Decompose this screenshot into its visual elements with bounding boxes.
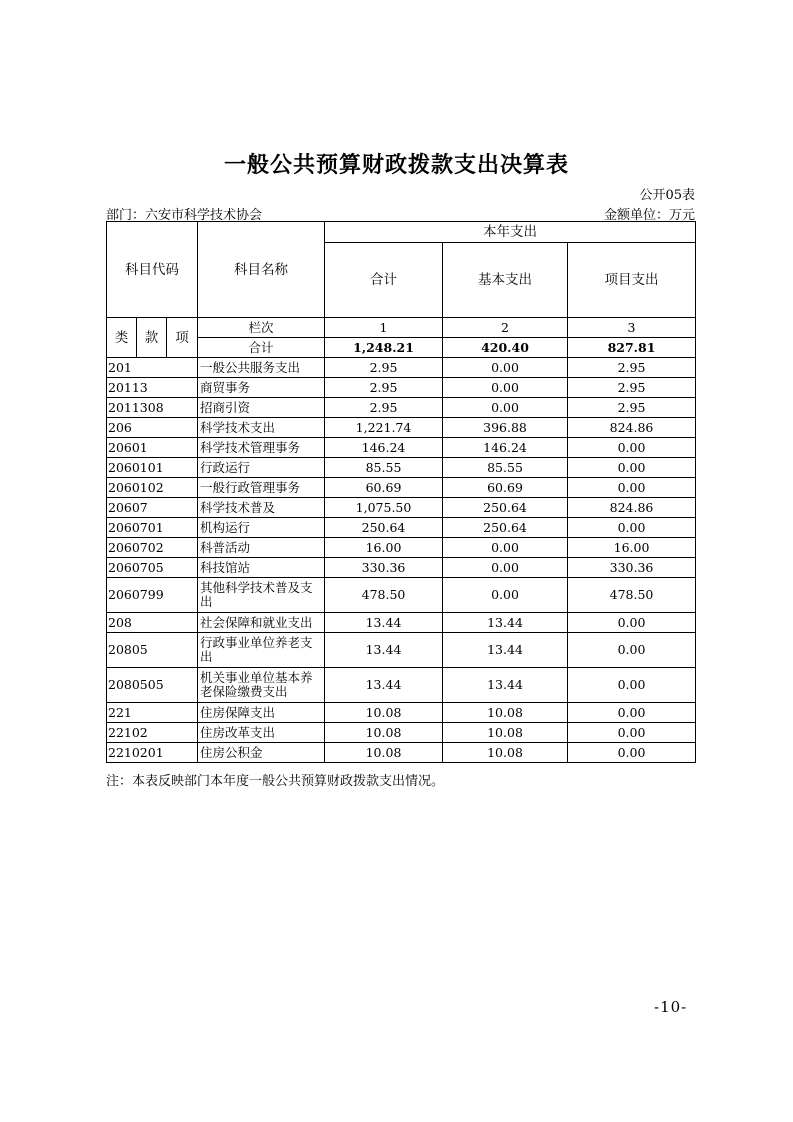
total-cell: 330.36 — [325, 558, 443, 578]
summary-basic: 420.40 — [443, 338, 568, 358]
total-cell: 1,075.50 — [325, 498, 443, 518]
table-row — [107, 633, 696, 668]
subject-name-cell: 机构运行 — [198, 518, 325, 538]
total-cell: 13.44 — [325, 613, 443, 633]
basic-expense-cell: 10.08 — [443, 703, 568, 723]
total-cell: 13.44 — [325, 633, 443, 668]
subject-name-cell: 科普活动 — [198, 538, 325, 558]
project-expense-cell: 0.00 — [568, 613, 696, 633]
unit-label: 金额单位：万元 — [603, 208, 695, 223]
subject-name-cell: 住房保障支出 — [198, 703, 325, 723]
basic-expense-cell: 0.00 — [443, 378, 568, 398]
project-expense-cell: 478.50 — [568, 578, 696, 613]
table-row — [107, 418, 696, 438]
subject-name-cell: 科学技术支出 — [198, 418, 325, 438]
subject-name-cell: 住房改革支出 — [198, 723, 325, 743]
subject-code-cell: 2060705 — [107, 558, 198, 578]
subject-code-cell: 2060702 — [107, 538, 198, 558]
expense-table — [106, 221, 696, 763]
subject-code-cell: 2210201 — [107, 743, 198, 763]
project-expense-cell: 0.00 — [568, 458, 696, 478]
project-expense-cell: 2.95 — [568, 398, 696, 418]
subject-name-cell: 科学技术普及 — [198, 498, 325, 518]
header-project-expense: 项目支出 — [568, 243, 696, 318]
department-label: 部门：六安市科学技术协会 — [106, 208, 263, 223]
basic-expense-cell: 60.69 — [443, 478, 568, 498]
project-expense-cell: 0.00 — [568, 478, 696, 498]
subject-name-cell: 招商引资 — [198, 398, 325, 418]
table-row — [107, 703, 696, 723]
subject-name-cell: 行政事业单位养老支出 — [198, 633, 325, 668]
table-row — [107, 578, 696, 613]
table-row — [107, 743, 696, 763]
subject-code-cell: 20113 — [107, 378, 198, 398]
basic-expense-cell: 146.24 — [443, 438, 568, 458]
header-item: 项 — [167, 318, 198, 358]
subject-name-cell: 行政运行 — [198, 458, 325, 478]
total-cell: 85.55 — [325, 458, 443, 478]
project-expense-cell: 0.00 — [568, 518, 696, 538]
table-id: 公开05表 — [639, 188, 695, 203]
project-expense-cell: 2.95 — [568, 358, 696, 378]
project-expense-cell: 0.00 — [568, 743, 696, 763]
project-expense-cell: 824.86 — [568, 418, 696, 438]
subject-name-cell: 商贸事务 — [198, 378, 325, 398]
subject-name-cell: 社会保障和就业支出 — [198, 613, 325, 633]
table-row — [107, 478, 696, 498]
table-row — [107, 613, 696, 633]
subject-code-cell: 2060799 — [107, 578, 198, 613]
basic-expense-cell: 0.00 — [443, 358, 568, 378]
subject-code-cell: 22102 — [107, 723, 198, 743]
basic-expense-cell: 0.00 — [443, 538, 568, 558]
total-cell: 2.95 — [325, 358, 443, 378]
total-cell: 2.95 — [325, 378, 443, 398]
basic-expense-cell: 0.00 — [443, 398, 568, 418]
table-row — [107, 668, 696, 703]
project-expense-cell: 824.86 — [568, 498, 696, 518]
basic-expense-cell: 396.88 — [443, 418, 568, 438]
basic-expense-cell: 13.44 — [443, 668, 568, 703]
total-cell: 146.24 — [325, 438, 443, 458]
header-subject-code: 科目代码 — [107, 222, 198, 318]
subject-code-cell: 20805 — [107, 633, 198, 668]
header-col-2: 2 — [443, 318, 568, 338]
table-row — [107, 723, 696, 743]
subject-name-cell: 科学技术管理事务 — [198, 438, 325, 458]
header-col-3: 3 — [568, 318, 696, 338]
project-expense-cell: 330.36 — [568, 558, 696, 578]
basic-expense-cell: 13.44 — [443, 633, 568, 668]
total-cell: 1,221.74 — [325, 418, 443, 438]
basic-expense-cell: 250.64 — [443, 518, 568, 538]
subject-code-cell: 2060101 — [107, 458, 198, 478]
table-row — [107, 358, 696, 378]
total-cell: 478.50 — [325, 578, 443, 613]
subject-code-cell: 20601 — [107, 438, 198, 458]
header-subject-name: 科目名称 — [198, 222, 325, 318]
summary-label: 合计 — [198, 338, 325, 358]
total-cell: 13.44 — [325, 668, 443, 703]
project-expense-cell: 0.00 — [568, 723, 696, 743]
header-section: 款 — [137, 318, 167, 358]
project-expense-cell: 16.00 — [568, 538, 696, 558]
subject-code-cell: 201 — [107, 358, 198, 378]
subject-name-cell: 机关事业单位基本养老保险缴费支出 — [198, 668, 325, 703]
subject-name-cell: 一般公共服务支出 — [198, 358, 325, 378]
summary-total: 1,248.21 — [325, 338, 443, 358]
subject-code-cell: 2011308 — [107, 398, 198, 418]
project-expense-cell: 0.00 — [568, 633, 696, 668]
subject-code-cell: 206 — [107, 418, 198, 438]
table-note: 注：本表反映部门本年度一般公共预算财政拨款支出情况。 — [106, 774, 445, 789]
page-number: -10- — [654, 998, 688, 1016]
subject-code-cell: 2060102 — [107, 478, 198, 498]
subject-name-cell: 住房公积金 — [198, 743, 325, 763]
basic-expense-cell: 10.08 — [443, 743, 568, 763]
subject-name-cell: 一般行政管理事务 — [198, 478, 325, 498]
table-row — [107, 378, 696, 398]
header-col-1: 1 — [325, 318, 443, 338]
table-row — [107, 438, 696, 458]
basic-expense-cell: 0.00 — [443, 558, 568, 578]
project-expense-cell: 0.00 — [568, 668, 696, 703]
project-expense-cell: 2.95 — [568, 378, 696, 398]
subject-name-cell: 其他科学技术普及支出 — [198, 578, 325, 613]
summary-project: 827.81 — [568, 338, 696, 358]
table-row — [107, 518, 696, 538]
subject-code-cell: 20607 — [107, 498, 198, 518]
header-basic-expense: 基本支出 — [443, 243, 568, 318]
project-expense-cell: 0.00 — [568, 438, 696, 458]
header-total: 合计 — [325, 243, 443, 318]
basic-expense-cell: 250.64 — [443, 498, 568, 518]
total-cell: 2.95 — [325, 398, 443, 418]
total-cell: 60.69 — [325, 478, 443, 498]
basic-expense-cell: 13.44 — [443, 613, 568, 633]
total-cell: 250.64 — [325, 518, 443, 538]
subject-code-cell: 2080505 — [107, 668, 198, 703]
subject-code-cell: 2060701 — [107, 518, 198, 538]
total-cell: 16.00 — [325, 538, 443, 558]
total-cell: 10.08 — [325, 743, 443, 763]
table-row — [107, 498, 696, 518]
project-expense-cell: 0.00 — [568, 703, 696, 723]
subject-name-cell: 科技馆站 — [198, 558, 325, 578]
basic-expense-cell: 0.00 — [443, 578, 568, 613]
table-row — [107, 398, 696, 418]
total-cell: 10.08 — [325, 723, 443, 743]
total-cell: 10.08 — [325, 703, 443, 723]
page-title: 一般公共预算财政拨款支出决算表 — [223, 153, 569, 178]
subject-code-cell: 221 — [107, 703, 198, 723]
header-category: 类 — [107, 318, 137, 358]
table-row — [107, 558, 696, 578]
basic-expense-cell: 10.08 — [443, 723, 568, 743]
basic-expense-cell: 85.55 — [443, 458, 568, 478]
header-column-label: 栏次 — [198, 318, 325, 338]
header-current-year-expense: 本年支出 — [325, 222, 696, 243]
table-row — [107, 458, 696, 478]
table-row — [107, 538, 696, 558]
subject-code-cell: 208 — [107, 613, 198, 633]
